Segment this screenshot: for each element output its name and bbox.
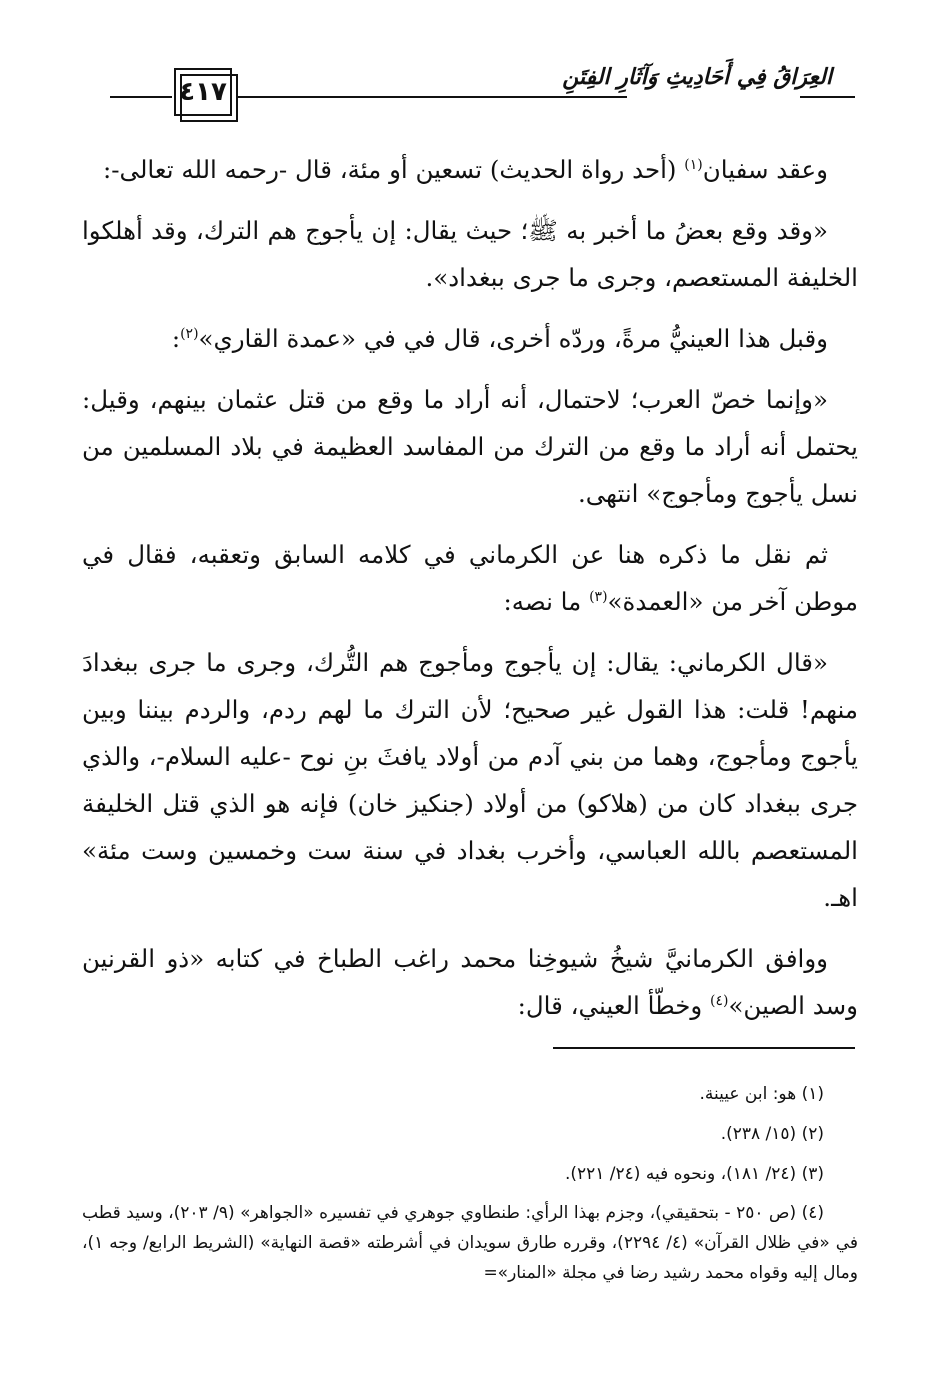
paragraph-1-start: وعقد سفيان: [702, 155, 828, 184]
paragraph-1: [82, 146, 858, 193]
footnote-ref-1: (١): [684, 156, 703, 173]
footnote-2: (٢) (١٥/ ٢٣٨).: [720, 1124, 824, 1144]
paragraph-5-start: ثم نقل ما ذكره هنا عن الكرماني في كلامه السابق وتعقبه، فقال في موطن آخر من «العمدة»: [82, 540, 858, 616]
footnote-4: (٤) (ص ٢٥٠ - بتحقيقي)، وجزم بهذا الرأي: طنطاوي جوهري في تفسيره «الجواهر» (٩/ ٢٠٣)، وسيد قطب في «في ظلال القرآن» (٤/ ٢٢٩٤)، وقرره طارق سويدان في أشرطته «قصة النهاية» (الشريط الرابع/ وجه ١)، ومال إليه وقواه محمد رشيد رضا في مجلة «المنار»=: [82, 1203, 858, 1283]
paragraph-7-rest: وخطّأ العيني، قال:: [517, 991, 710, 1020]
page-number: ٤١٧: [174, 68, 232, 116]
paragraph-4: «وإنما خصّ العرب؛ لاحتمال، أنه أراد ما وقع من قتل عثمان بينهم، وقيل: يحتمل أنه أراد ما وقع من الترك من المفاسد العظيمة في بلاد المسلمين من نسل يأجوج ومأجوج» انتهى.: [82, 385, 858, 508]
main-text: [82, 146, 858, 1043]
footnote-3: (٣) (٢٤/ ١٨١)، ونحوه فيه (٢٤/ ٢٢١).: [564, 1164, 824, 1184]
paragraph-7-start: ووافق الكرمانيَّ شيخُ شيوخِنا محمد راغب الطباخ في كتابه «ذو القرنين وسد الصين»: [82, 944, 858, 1020]
footnote-separator: [553, 1047, 855, 1049]
paragraph-7: [82, 935, 858, 1029]
paragraph-3-rest: :: [171, 324, 181, 353]
paragraph-3-start: وقبل هذا العينيُّ مرةً، وردّه أخرى، قال في في «عمدة القاري»: [198, 324, 828, 353]
paragraph-2: «وقد وقع بعضُ ما أخبر به ﷺ؛ حيث يقال: إن يأجوج هم الترك، وقد أهلكوا الخليفة المستعصم، وجرى ما جرى ببغداد».: [82, 216, 858, 292]
footnote-ref-3: (٣): [589, 588, 608, 605]
header-rule-middle: [237, 96, 627, 98]
header-rule-right: [800, 96, 855, 98]
paragraph-5-rest: ما نصه:: [503, 587, 590, 616]
footnotes: [82, 1074, 858, 1288]
paragraph-5: [82, 531, 858, 625]
running-book-title: العِرَاقُ فِي أَحَادِيثِ وَآثَارِ الفِتَنِ: [562, 64, 832, 90]
footnote-ref-4: (٤): [709, 992, 729, 1009]
paragraph-3: [82, 315, 858, 362]
paragraph-6: «قال الكرماني: يقال: إن يأجوج ومأجوج هم التُّرك، وجرى ما جرى ببغدادَ منهم! قلت: هذا القول غير صحيح؛ لأن الترك ما لهم ردم، والردم بيننا وبين يأجوج ومأجوج، وهما من بني آدم من أولاد يافثَ بنِ نوح -عليه السلام-، والذي جرى ببغداد كان من (هلاكو) من أولاد (جنكيز خان) فإنه هو الذي قتل الخليفة المستعصم بالله العباسي، وأخرب بغداد في سنة ست وخمسين وست مئة» اهـ.: [82, 648, 858, 912]
footnote-ref-2: (٢): [180, 325, 199, 342]
footnote-1: (١) هو: ابن عيينة.: [699, 1084, 824, 1104]
header-rule-left: [110, 96, 172, 98]
paragraph-1-rest: (أحد رواة الحديث) تسعين أو مئة، قال -رحمه الله تعالى-:: [103, 155, 685, 184]
